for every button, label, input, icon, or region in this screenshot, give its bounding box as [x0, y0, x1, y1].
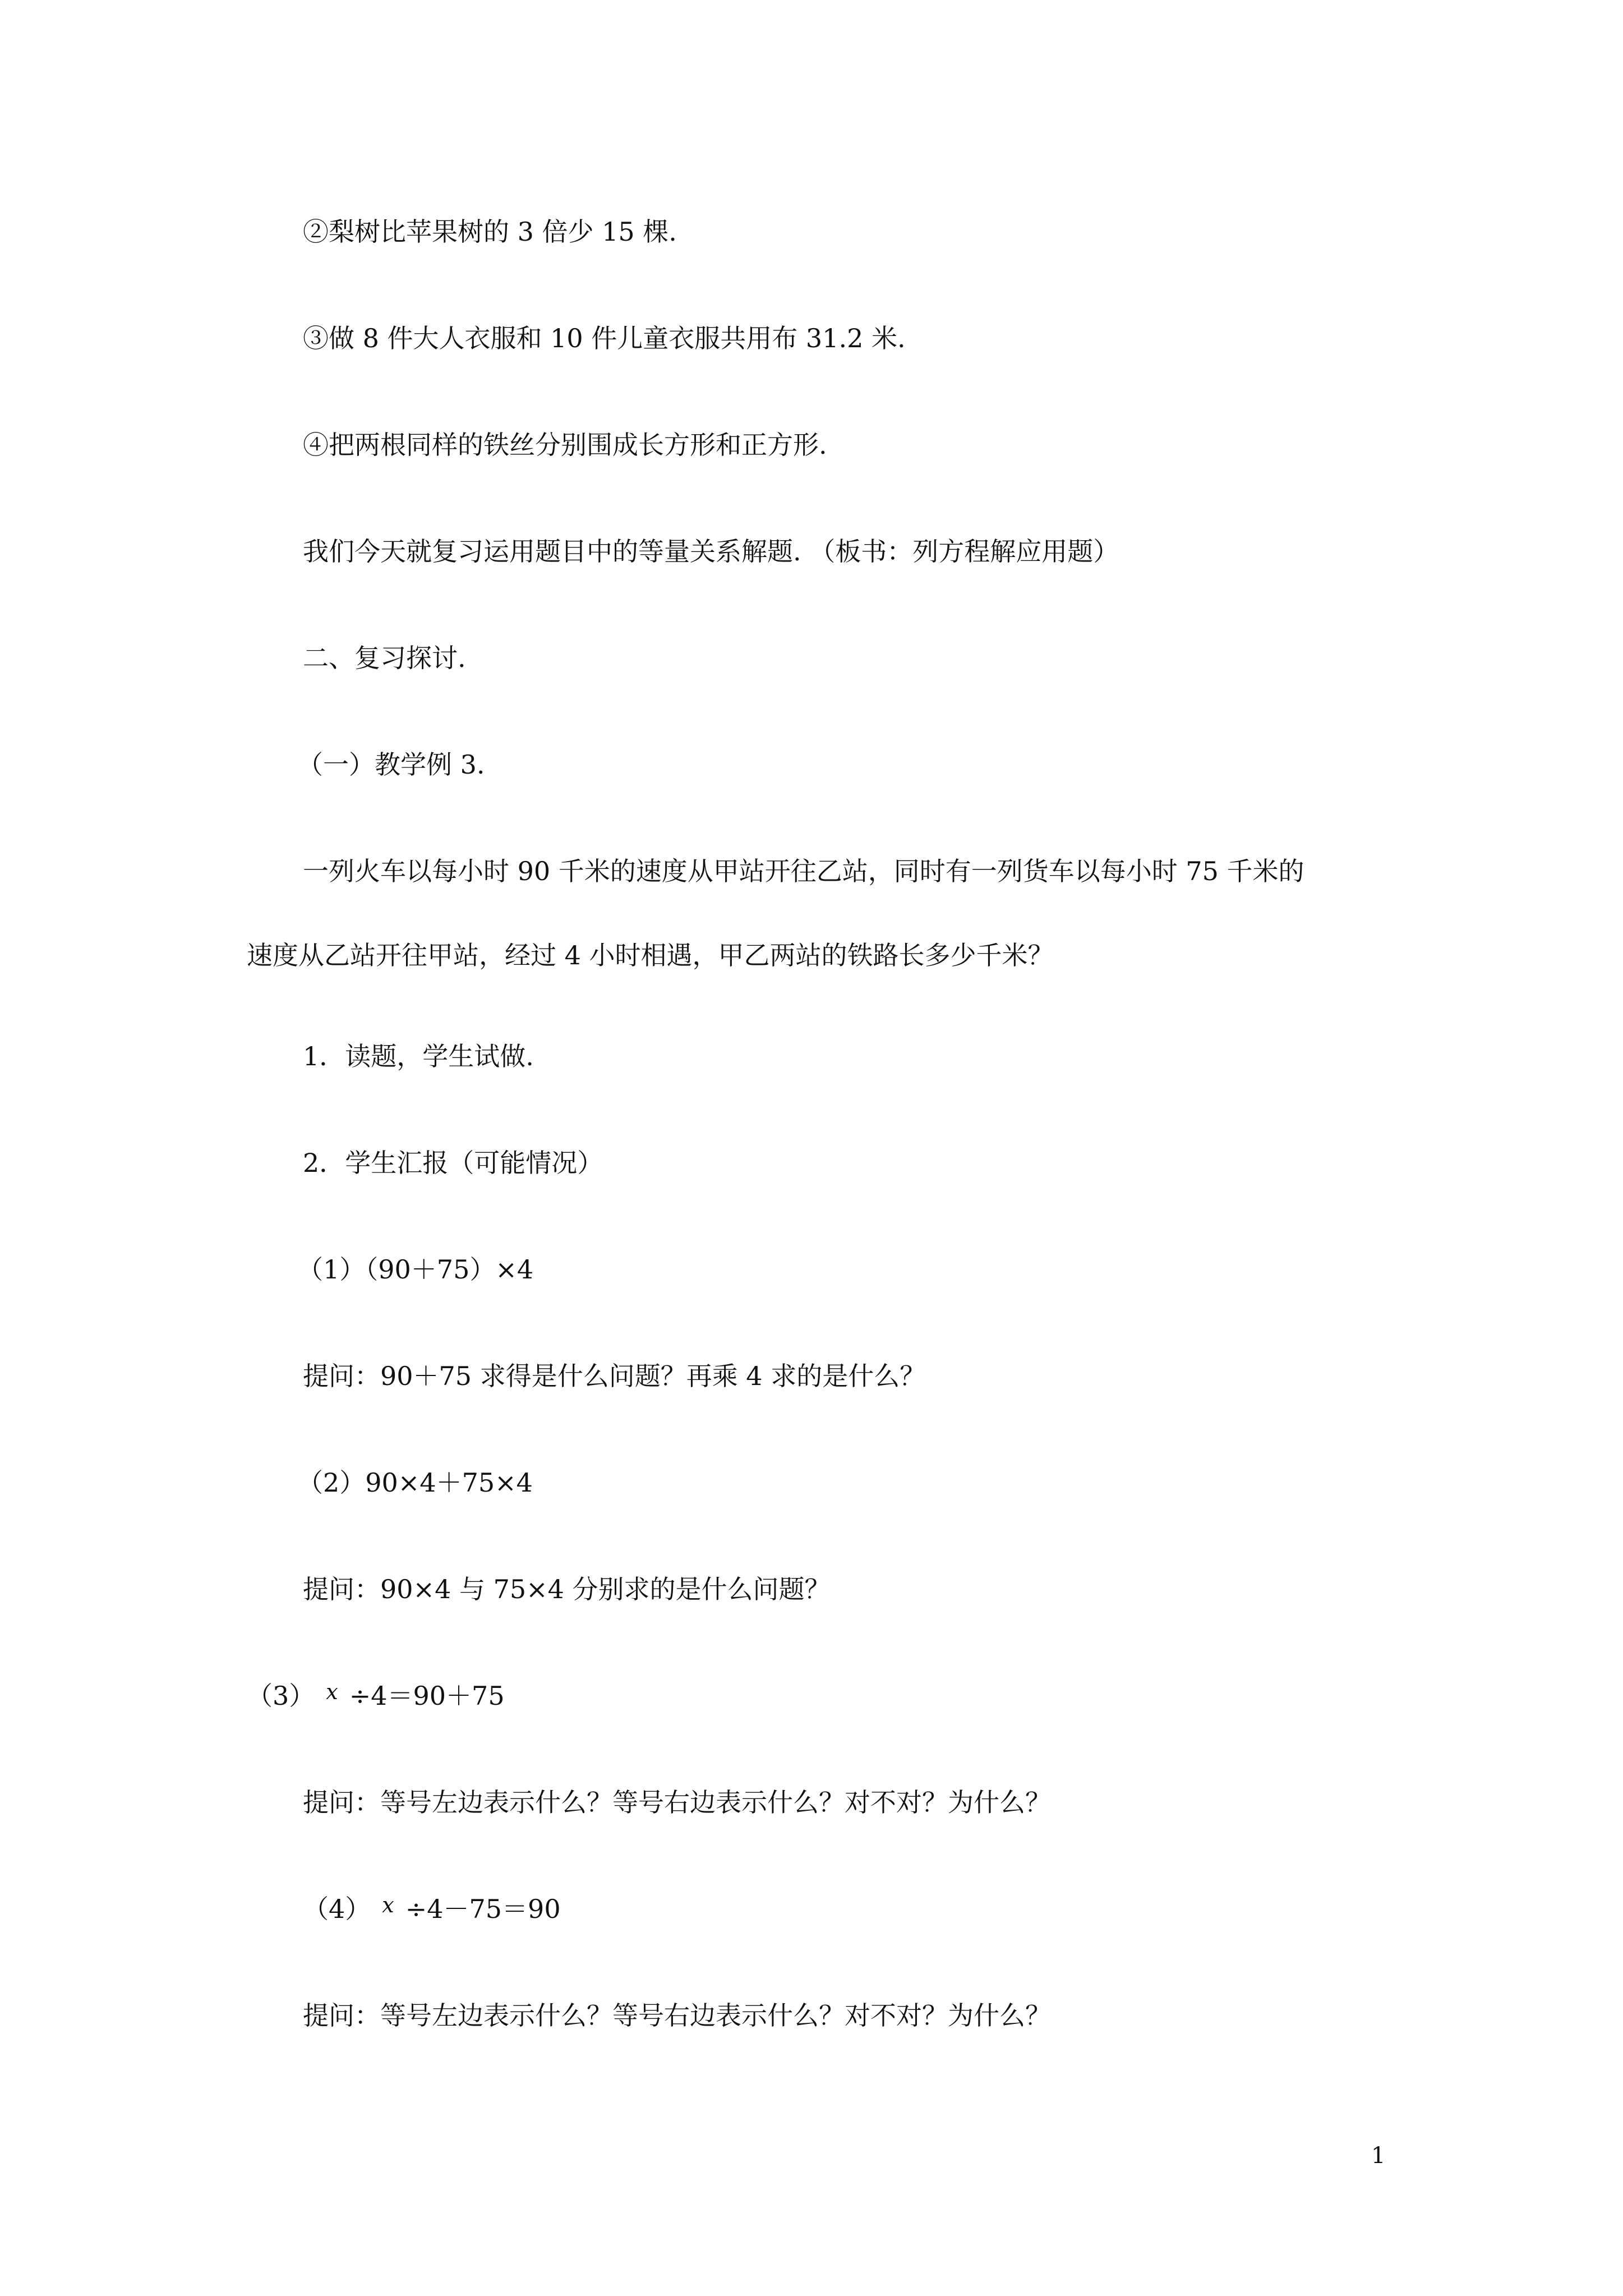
question-1: 提问：90＋75 求得是什么问题？再乘 4 求的是什么？ [303, 1361, 926, 1391]
section-heading: 二、复习探讨. [303, 643, 466, 673]
question-4: 提问：等号左边表示什么？等号右边表示什么？对不对？为什么？ [303, 2000, 1051, 2031]
step-item: 1．读题，学生试做. [303, 1041, 534, 1071]
solution-4-prefix: （4） [303, 1894, 371, 1924]
problem-text-line-2: 速度从乙站开往甲站，经过 4 小时相遇，甲乙两站的铁路长多少千米？ [247, 940, 1054, 970]
step-item: 2．学生汇报（可能情况） [303, 1148, 603, 1178]
solution-3 [247, 1679, 505, 1714]
question-3: 提问：等号左边表示什么？等号右边表示什么？对不对？为什么？ [303, 1787, 1051, 1818]
text-line: ④把两根同样的铁丝分别围成长方形和正方形. [303, 430, 827, 460]
solution-3-prefix: （3） [247, 1681, 315, 1711]
solution-1: （1）（90＋75）×4 [297, 1254, 534, 1285]
solution-2: （2）90×4＋75×4 [297, 1467, 533, 1498]
text-line: 我们今天就复习运用题目中的等量关系解题. （板书：列方程解应用题） [303, 536, 1119, 567]
solution-4 [303, 1892, 561, 1927]
subsection-heading: （一）教学例 3. [297, 749, 485, 780]
variable-x: x [382, 1893, 394, 1917]
text-line: ②梨树比苹果树的 3 倍少 15 棵. [303, 217, 677, 247]
page-number: 1 [1371, 2143, 1386, 2169]
problem-text-line-1: 一列火车以每小时 90 千米的速度从甲站开往乙站，同时有一列货车以每小时 75 千米的 [303, 856, 1304, 886]
text-line: ③做 8 件大人衣服和 10 件儿童衣服共用布 31.2 米. [303, 323, 906, 353]
question-2: 提问：90×4 与 75×4 分别求的是什么问题？ [303, 1574, 831, 1604]
variable-x: x [326, 1680, 338, 1704]
solution-3-equation: ÷4＝90＋75 [349, 1681, 505, 1711]
solution-4-equation: ÷4－75＝90 [405, 1894, 561, 1924]
